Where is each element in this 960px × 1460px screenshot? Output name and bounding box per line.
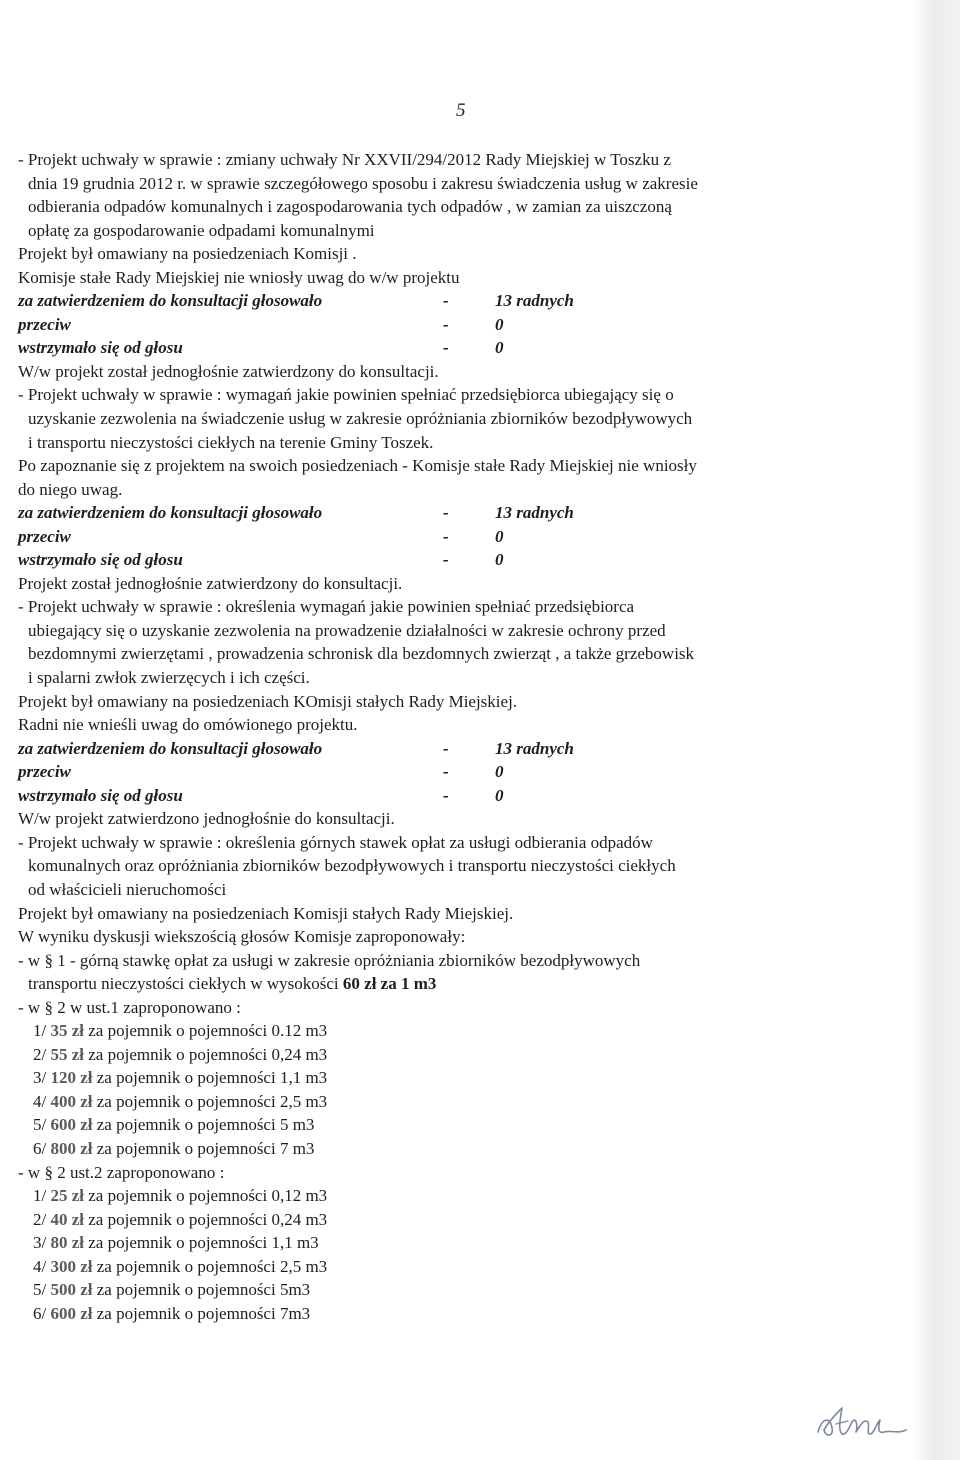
text-line: ubiegający się o uzyskanie zezwolenia na prowadzenie działalności w zakresie ochrony przed — [28, 620, 666, 640]
text-line: Projekt został jednogłośnie zatwierdzony do konsultacji. — [18, 573, 403, 593]
vote-dash: - — [443, 338, 449, 358]
price-list-item — [18, 1208, 858, 1232]
scan-edge-shadow — [912, 0, 960, 1460]
vote-row-against — [18, 525, 858, 549]
text-line: - Projekt uchwały w sprawie : określenia wymagań jakie powinien spełniać przedsiębiorca — [18, 597, 635, 617]
item-price: 35 zł — [50, 1021, 85, 1041]
vote-value: 13 radnych — [495, 738, 574, 758]
vote-dash: - — [443, 550, 449, 570]
rate-amount: 60 zł za 1 m3 — [342, 974, 437, 994]
item-description: za pojemnik o pojemności 2,5 m3 — [92, 1256, 328, 1276]
vote-label: wstrzymało się od głosu — [18, 550, 183, 570]
price-list-item — [18, 1184, 858, 1208]
price-list-item — [18, 1019, 858, 1043]
vote-dash: - — [443, 503, 449, 523]
item-number: 5/ — [33, 1115, 47, 1135]
vote-value: 13 radnych — [495, 291, 574, 311]
vote-row-for — [18, 289, 858, 313]
text-line: Projekt był omawiany na posiedzeniach KOmisji stałych Rady Miejskiej. — [18, 691, 518, 711]
vote-value: 0 — [495, 338, 504, 358]
item-number: 2/ — [33, 1044, 47, 1064]
item-description: za pojemnik o pojemności 7 m3 — [92, 1138, 315, 1158]
item-price: 300 zł — [50, 1256, 93, 1276]
vote-dash: - — [443, 738, 449, 758]
text-line: W/w projekt zatwierdzono jednogłośnie do konsultacji. — [18, 809, 395, 829]
item-number: 1/ — [33, 1021, 47, 1041]
text-line: - Projekt uchwały w sprawie : zmiany uchwały Nr XXVII/294/2012 Rady Miejskiej w Toszku z — [18, 150, 671, 169]
price-list-item — [18, 1255, 858, 1279]
vote-row-abstain — [18, 548, 858, 572]
item-description: za pojemnik o pojemności 0,12 m3 — [84, 1186, 328, 1206]
item-number: 6/ — [33, 1138, 47, 1158]
price-list-item — [18, 1137, 858, 1161]
item-description: za pojemnik o pojemności 1,1 m3 — [84, 1233, 319, 1253]
vote-label: za zatwierdzeniem do konsultacji głosowało — [18, 503, 323, 523]
text-line: do niego uwag. — [18, 479, 123, 499]
vote-value: 0 — [495, 762, 504, 782]
vote-label: przeciw — [18, 762, 71, 782]
vote-dash: - — [443, 314, 449, 334]
item-price: 120 zł — [50, 1068, 93, 1088]
item-price: 600 zł — [50, 1115, 93, 1135]
item-number: 4/ — [33, 1256, 47, 1276]
vote-value: 0 — [495, 526, 504, 546]
section-heading: - w § 2 w ust.1 zaproponowano : — [18, 997, 241, 1017]
vote-label: za zatwierdzeniem do konsultacji głosowało — [18, 738, 323, 758]
item-number: 3/ — [33, 1233, 47, 1253]
text-line: Po zapoznanie się z projektem na swoich posiedzeniach - Komisje stałe Rady Miejskiej nie wniosły — [18, 456, 697, 476]
price-list-item — [18, 1302, 858, 1326]
document-body — [18, 148, 858, 1325]
text-line: uzyskanie zezwolenia na świadczenie usług w zakresie opróżniania zbiorników bezodpływowych — [28, 409, 693, 429]
text-line: bezdomnymi zwierzętami , prowadzenia schronisk dla bezdomnych zwierząt , a także grzebowisk — [28, 644, 695, 664]
vote-row-against — [18, 760, 858, 784]
text-line: dnia 19 grudnia 2012 r. w sprawie szczegółowego sposobu i zakresu świadczenia usług w zakresie — [28, 173, 698, 193]
price-list-item — [18, 1278, 858, 1302]
item-price: 80 zł — [50, 1233, 85, 1253]
text-line: Projekt był omawiany na posiedzeniach Komisji . — [18, 244, 357, 264]
vote-row-against — [18, 313, 858, 337]
item-number: 4/ — [33, 1091, 47, 1111]
rate-prefix: transportu nieczystości ciekłych w wysokości — [28, 974, 343, 994]
text-line: Komisje stałe Rady Miejskiej nie wniosły uwag do w/w projektu — [18, 267, 460, 287]
vote-row-for — [18, 501, 858, 525]
item-price: 500 zł — [50, 1280, 93, 1300]
text-line: - Projekt uchwały w sprawie : wymagań jakie powinien spełniać przedsiębiorca ubiegający się o — [18, 385, 674, 405]
vote-label: przeciw — [18, 526, 71, 546]
item-description: za pojemnik o pojemności 5m3 — [92, 1280, 311, 1300]
text-line: i spalarni zwłok zwierzęcych i ich części. — [28, 668, 310, 688]
vote-row-abstain — [18, 784, 858, 808]
item-description: za pojemnik o pojemności 7m3 — [92, 1303, 311, 1323]
text-line: komunalnych oraz opróżniania zbiorników bezodpływowych i transportu nieczystości ciekłych — [28, 856, 676, 876]
vote-dash: - — [443, 291, 449, 311]
item-description: za pojemnik o pojemności 5 m3 — [92, 1115, 315, 1135]
item-price: 55 zł — [50, 1044, 85, 1064]
item-description: za pojemnik o pojemności 1,1 m3 — [92, 1068, 328, 1088]
item-number: 6/ — [33, 1303, 47, 1323]
item-number: 1/ — [33, 1186, 47, 1206]
rate-line — [18, 972, 858, 996]
vote-value: 13 radnych — [495, 503, 574, 523]
text-line: od właścicieli nieruchomości — [28, 879, 227, 899]
vote-label: wstrzymało się od głosu — [18, 785, 183, 805]
price-list-item — [18, 1090, 858, 1114]
text-line: odbierania odpadów komunalnych i zagospodarowania tych odpadów , w zamian za uiszczoną — [28, 197, 672, 217]
item-price: 400 zł — [50, 1091, 93, 1111]
item-number: 3/ — [33, 1068, 47, 1088]
text-line: W wyniku dyskusji wiekszością głosów Komisje zaproponowały: — [18, 927, 466, 947]
vote-dash: - — [443, 762, 449, 782]
vote-dash: - — [443, 785, 449, 805]
price-list-item — [18, 1043, 858, 1067]
vote-label: wstrzymało się od głosu — [18, 338, 183, 358]
vote-value: 0 — [495, 314, 504, 334]
item-price: 25 zł — [50, 1186, 85, 1206]
vote-row-abstain — [18, 336, 858, 360]
item-description: za pojemnik o pojemności 0,24 m3 — [84, 1209, 328, 1229]
item-description: za pojemnik o pojemności 0.12 m3 — [84, 1021, 328, 1041]
text-line: W/w projekt został jednogłośnie zatwierdzony do konsultacji. — [18, 361, 439, 381]
vote-value: 0 — [495, 550, 504, 570]
item-price: 600 zł — [50, 1303, 93, 1323]
price-list-item — [18, 1066, 858, 1090]
section-heading: - w § 2 ust.2 zaproponowano : — [18, 1162, 225, 1182]
item-number: 2/ — [33, 1209, 47, 1229]
vote-label: przeciw — [18, 314, 71, 334]
item-description: za pojemnik o pojemności 0,24 m3 — [84, 1044, 328, 1064]
vote-dash: - — [443, 526, 449, 546]
vote-label: za zatwierdzeniem do konsultacji głosowało — [18, 291, 323, 311]
item-price: 40 zł — [50, 1209, 85, 1229]
handwritten-signature — [812, 1396, 912, 1444]
text-line: opłatę za gospodarowanie odpadami komunalnymi — [28, 220, 375, 240]
text-line: Projekt był omawiany na posiedzeniach Komisji stałych Rady Miejskiej. — [18, 903, 514, 923]
vote-row-for — [18, 737, 858, 761]
price-list-item — [18, 1113, 858, 1137]
text-line: i transportu nieczystości ciekłych na terenie Gminy Toszek. — [28, 432, 434, 452]
text-line: - w § 1 - górną stawkę opłat za usługi w zakresie opróżniania zbiorników bezodpływowych — [18, 950, 641, 970]
price-list-item — [18, 1231, 858, 1255]
text-line: - Projekt uchwały w sprawie : określenia górnych stawek opłat za usługi odbierania odpadów — [18, 832, 653, 852]
item-description: za pojemnik o pojemności 2,5 m3 — [92, 1091, 328, 1111]
vote-value: 0 — [495, 785, 504, 805]
item-price: 800 zł — [50, 1138, 93, 1158]
text-line: Radni nie wnieśli uwag do omówionego projektu. — [18, 715, 358, 735]
page-number: 5 — [456, 100, 466, 121]
item-number: 5/ — [33, 1280, 47, 1300]
